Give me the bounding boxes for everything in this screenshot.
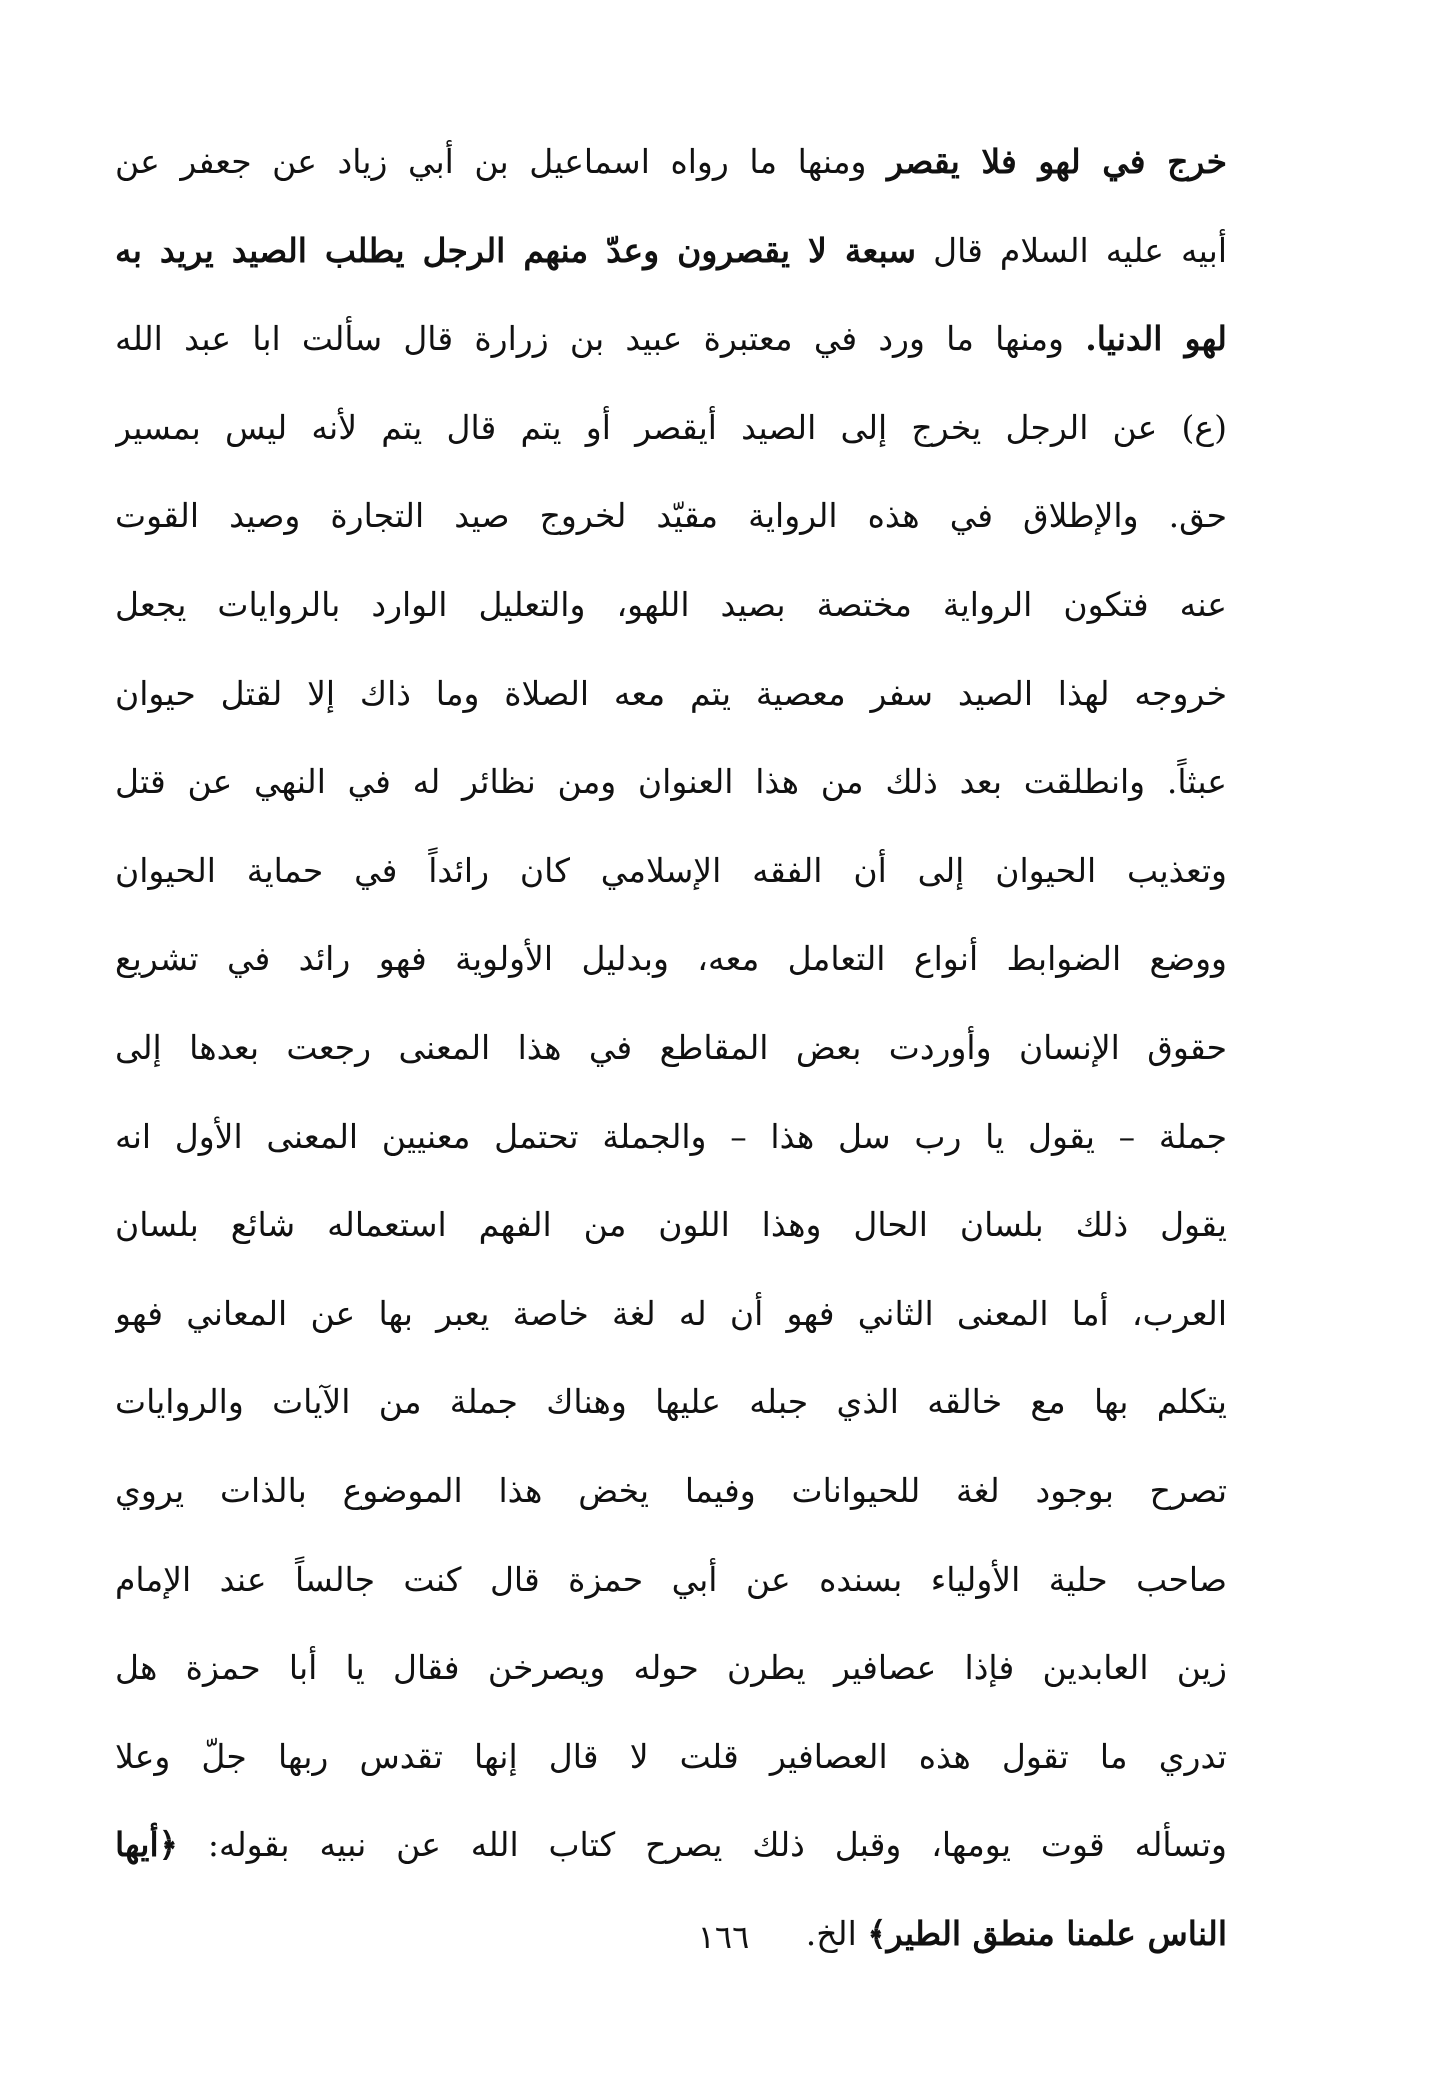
text-segment: حقوق الإنسان وأوردت بعض المقاطع في هذا المعنى رجعت بعدها إلى bbox=[115, 1027, 1227, 1067]
text-line bbox=[115, 1181, 1227, 1270]
text-segment: وتعذيب الحيوان إلى أن الفقه الإسلامي كان رائداً في حماية الحيوان bbox=[115, 850, 1227, 890]
text-segment: عنه فتكون الرواية مختصة بصيد اللهو، والتعليل الوارد بالروايات يجعل bbox=[115, 584, 1227, 624]
body-text bbox=[115, 118, 1227, 1978]
text-segment: عبثاً. وانطلقت بعد ذلك من هذا العنوان ومن نظائر له في النهي عن قتل bbox=[115, 762, 1227, 802]
text-segment: حق. والإطلاق في هذه الرواية مقيّد لخروج صيد التجارة وصيد القوت bbox=[115, 496, 1227, 536]
text-segment: صاحب حلية الأولياء بسنده عن أبي حمزة قال كنت جالساً عند الإمام bbox=[115, 1559, 1227, 1599]
text-segment: تصرح بوجود لغة للحيوانات وفيما يخض هذا الموضوع بالذات يروي bbox=[115, 1470, 1227, 1510]
text-line bbox=[115, 118, 1227, 207]
text-line bbox=[115, 1093, 1227, 1182]
text-line bbox=[115, 1447, 1227, 1536]
text-line bbox=[115, 207, 1227, 296]
text-segment: يتكلم بها مع خالقه الذي جبله عليها وهناك جملة من الآيات والروايات bbox=[115, 1382, 1227, 1422]
page-number: ١٦٦ bbox=[697, 1918, 750, 1956]
bold-text-segment: خرج في لهو فلا يقصر bbox=[887, 142, 1227, 181]
text-segment: جملة – يقول يا رب سل هذا – والجملة تحتمل معنيين المعنى الأول انه bbox=[115, 1116, 1227, 1156]
text-line bbox=[115, 1004, 1227, 1093]
text-line bbox=[115, 1801, 1227, 1890]
text-line bbox=[115, 472, 1227, 561]
text-segment: ووضع الضوابط أنواع التعامل معه، وبدليل الأولوية فهو رائد في تشريع bbox=[115, 939, 1227, 979]
text-line bbox=[115, 384, 1227, 473]
text-line bbox=[115, 915, 1227, 1004]
text-segment: وتسأله قوت يومها، وقبل ذلك يصرح كتاب الله عن نبيه بقوله: bbox=[177, 1825, 1227, 1865]
text-segment: تدري ما تقول هذه العصافير قلت لا قال إنها تقدس ربها جلّ وعلا bbox=[115, 1736, 1227, 1776]
text-segment: الخ. bbox=[805, 1913, 868, 1953]
bold-text-segment: ﴿أيها bbox=[115, 1825, 178, 1865]
text-line bbox=[115, 1536, 1227, 1625]
text-line bbox=[115, 827, 1227, 916]
text-segment: أبيه عليه السلام قال bbox=[916, 230, 1227, 270]
text-line bbox=[115, 561, 1227, 650]
text-segment: زين العابدين فإذا عصافير يطرن حوله ويصرخن فقال يا أبا حمزة هل bbox=[115, 1648, 1227, 1688]
text-segment: العرب، أما المعنى الثاني فهو أن له لغة خاصة يعبر بها عن المعاني فهو bbox=[115, 1293, 1227, 1333]
text-line bbox=[115, 738, 1227, 827]
text-segment: (ع) عن الرجل يخرج إلى الصيد أيقصر أو يتم قال يتم لأنه ليس بمسير bbox=[115, 407, 1227, 447]
bold-text-segment: لهو الدنيا. bbox=[1085, 319, 1227, 359]
bold-text-segment: سبعة لا يقصرون وعدّ منهم الرجل يطلب الصيد يريد به bbox=[115, 230, 917, 270]
text-line bbox=[115, 1270, 1227, 1359]
text-line bbox=[115, 295, 1227, 384]
bold-text-segment: الناس علمنا منطق الطير﴾ bbox=[867, 1913, 1227, 1953]
text-segment: يقول ذلك بلسان الحال وهذا اللون من الفهم استعماله شائع بلسان bbox=[115, 1205, 1227, 1245]
text-segment: ومنها ما ورد في معتبرة عبيد بن زرارة قال سألت ابا عبد الله bbox=[115, 319, 1086, 359]
text-line bbox=[115, 650, 1227, 739]
text-segment: ومنها ما رواه اسماعيل بن أبي زياد عن جعفر عن bbox=[115, 142, 888, 181]
text-line bbox=[115, 1358, 1227, 1447]
text-line bbox=[115, 1624, 1227, 1713]
text-segment: خروجه لهذا الصيد سفر معصية يتم معه الصلاة وما ذاك إلا لقتل حيوان bbox=[115, 673, 1227, 713]
text-line bbox=[115, 1713, 1227, 1802]
